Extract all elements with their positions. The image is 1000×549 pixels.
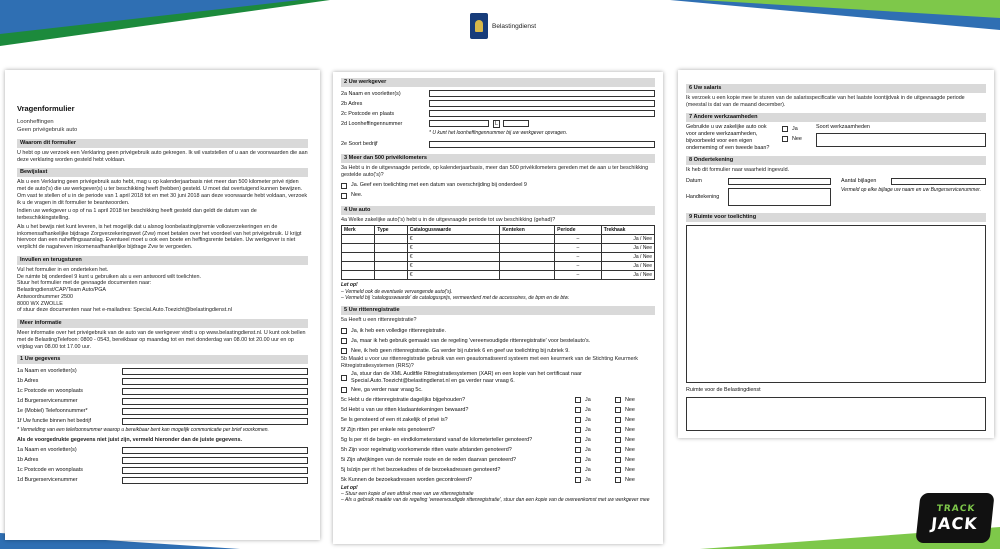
input-g1d[interactable] bbox=[122, 477, 308, 484]
row-1e bbox=[17, 406, 308, 416]
label-3a-nee: Nee. bbox=[351, 192, 363, 199]
input-2d[interactable] bbox=[429, 120, 489, 127]
checkbox-ja[interactable] bbox=[575, 397, 581, 403]
label-soort-werkzaamheden: Soort werkzaamheden bbox=[816, 124, 870, 131]
label-datum: Datum bbox=[686, 177, 702, 184]
input-1a[interactable] bbox=[122, 368, 308, 375]
label-2e: 2e Soort bedrijf bbox=[341, 140, 378, 147]
input-g1b[interactable] bbox=[122, 457, 308, 464]
row-2d bbox=[341, 119, 655, 129]
logo-text-jack: JACK bbox=[930, 513, 979, 533]
label-2c: 2c Postcode en plaats bbox=[341, 110, 395, 117]
auto-table-cell[interactable]: Ja / Nee bbox=[601, 244, 654, 253]
logo-text: Belastingdienst bbox=[492, 22, 537, 30]
input-soort-werkzaamheden[interactable] bbox=[816, 133, 986, 147]
bijlagen-block bbox=[841, 176, 986, 208]
label-ja: Ja bbox=[585, 466, 591, 473]
checkbox-nee[interactable] bbox=[615, 447, 621, 453]
label-1e: 1e (Mobiel) Telefoonnummer* bbox=[17, 407, 88, 414]
note-bijlagen: Vermeld op elke bijlage uw naam en uw Burgerservicenummer. bbox=[841, 187, 981, 194]
label-5a-2: Ja, maar ik heb gebruik gemaakt van de regeling 'vereenvoudigde rittenregistratie' voor bestelauto's. bbox=[351, 337, 591, 344]
option-5a-1 bbox=[341, 326, 655, 336]
crest-icon bbox=[470, 13, 488, 39]
row-1a bbox=[17, 366, 308, 376]
label-5a-1: Ja, ik heb een volledige rittenregistratie. bbox=[351, 327, 446, 334]
auto-table-cell[interactable]: – bbox=[555, 235, 602, 244]
auto-table-cell[interactable]: Ja / Nee bbox=[601, 262, 654, 271]
checkbox-nee[interactable] bbox=[615, 477, 621, 483]
label-nee: Nee bbox=[625, 466, 635, 473]
auto-table-row bbox=[342, 244, 655, 253]
input-2d-suffix[interactable] bbox=[503, 120, 529, 127]
option-5a-2 bbox=[341, 336, 655, 346]
input-2e[interactable] bbox=[429, 141, 655, 148]
let-op2-1: – Stuur een kopie of een afdruk mee van uw rittenregistratie bbox=[341, 491, 474, 498]
text-bewijslast-1: Als u een Verklaring geen privégebruik auto hebt, mag u op kalenderjaarbasis niet meer dan 500 kilometer privé rijden met de auto('s) die uw werkgever(s) u ter beschikking heeft (hebben) gesteld. U moet dat overtuigend kunnen bewijzen. Om vast te stellen of u in de periode van 1 april 2018 tot en met 30 juni 2018 aan deze voorwaarde hebt voldaan, verzoek ik u de vragen in dit formulier te beantwoorden. bbox=[17, 179, 308, 206]
let-op-1: – Vermeld ook de eventuele vervangende auto('s). bbox=[341, 288, 453, 295]
input-g1a[interactable] bbox=[122, 447, 308, 454]
text-invullen-1: Vul het formulier in en onderteken het. bbox=[17, 266, 109, 273]
option-3a-nee bbox=[341, 191, 655, 201]
text-invullen-4: Belastingdienst/CAP/Team Auto/PGA bbox=[17, 287, 106, 294]
auto-table-cell[interactable] bbox=[342, 271, 375, 280]
text-meer-informatie: Meer informatie over het privégebruik van de auto van de werkgever vindt u op www.belastingdienst.nl. U kunt ook bellen met de BelastingTelefoon: 0800 - 0543, bereikbaar op maandag tot en met donderdag van 08.00 tot 20.00 uur en op vrijdag van 08.00 tot 17.00 uur. bbox=[17, 330, 306, 350]
yes-no-row bbox=[341, 425, 655, 435]
row-2c bbox=[341, 109, 655, 119]
yes-no-row bbox=[341, 395, 655, 405]
checkbox-nee[interactable] bbox=[615, 457, 621, 463]
text-invullen-2: De ruimte bij onderdeel 9 kunt u gebruiken als u een antwoord wilt toelichten. bbox=[17, 273, 201, 280]
auto-table-cell[interactable]: Ja / Nee bbox=[601, 235, 654, 244]
let-op2-title: Let op! bbox=[341, 484, 358, 491]
input-1b[interactable] bbox=[122, 378, 308, 385]
checkbox-ja[interactable] bbox=[575, 467, 581, 473]
auto-table-cell[interactable]: Ja / Nee bbox=[601, 271, 654, 280]
note-telefoon: * Vermelding van een telefoonnummer waarop u bereikbaar bent kan mogelijk communicatie per brief voorkomen. bbox=[17, 427, 269, 434]
section-waarom: Waarom dit formulier bbox=[17, 139, 308, 148]
yes-no-question: 5e Is genoteerd of een rit zakelijk of privé is? bbox=[341, 416, 448, 423]
section-bewijslast: Bewijslast bbox=[17, 168, 308, 177]
section-ruimte-toelichting: 9 Ruimte voor toelichting bbox=[686, 213, 986, 222]
label-nee: Nee bbox=[625, 436, 635, 443]
row-8 bbox=[686, 176, 986, 208]
option-3a-ja bbox=[341, 181, 655, 191]
auto-table-cell[interactable] bbox=[500, 253, 555, 262]
input-1c[interactable] bbox=[122, 388, 308, 395]
input-2c[interactable] bbox=[429, 110, 655, 117]
label-bijlagen: Aantal bijlagen bbox=[841, 177, 877, 184]
checkbox-ja[interactable] bbox=[575, 417, 581, 423]
input-1d[interactable] bbox=[122, 398, 308, 405]
auto-table-cell[interactable]: – bbox=[555, 271, 602, 280]
checkbox-nee[interactable] bbox=[615, 407, 621, 413]
checkbox-nee[interactable] bbox=[615, 437, 621, 443]
label-5a-3: Nee, ik heb geen rittenregistratie. Ga verder bij rubriek 6 en geef uw toelichting bij rubriek 9. bbox=[351, 347, 570, 354]
checkbox-ja[interactable] bbox=[575, 427, 581, 433]
form-title: Vragenformulier bbox=[17, 104, 75, 113]
text-salaris: Ik verzoek u een kopie mee te sturen van de salarisspecificatie van het laatste loontijdvak in de uitgevraagde periode (meestal is dat van de maand december). bbox=[686, 94, 965, 108]
input-g1c[interactable] bbox=[122, 467, 308, 474]
label-nee: Nee bbox=[625, 416, 635, 423]
auto-table-cell[interactable]: € bbox=[407, 253, 500, 262]
auto-table-cell[interactable] bbox=[342, 262, 375, 271]
logo-text-track: TRACK bbox=[936, 503, 976, 514]
auto-table-cell[interactable]: – bbox=[555, 262, 602, 271]
auto-table-cell[interactable] bbox=[500, 262, 555, 271]
section-werkgever: 2 Uw werkgever bbox=[341, 78, 655, 87]
decor-stripe-blue bbox=[0, 0, 300, 34]
input-2a[interactable] bbox=[429, 90, 655, 97]
option-5b-1 bbox=[341, 371, 655, 385]
auto-table-header: Periode bbox=[555, 226, 602, 235]
row-2b bbox=[341, 99, 655, 109]
input-datum[interactable] bbox=[728, 178, 831, 185]
auto-table-row bbox=[342, 235, 655, 244]
label-ja: Ja bbox=[585, 456, 591, 463]
label-1c: 1c Postcode en woonplaats bbox=[17, 387, 83, 394]
row-2e bbox=[341, 139, 655, 149]
auto-table-cell[interactable] bbox=[342, 244, 375, 253]
yes-no-row bbox=[341, 445, 655, 455]
label-nee: Nee bbox=[625, 396, 635, 403]
section-ondertekening: 8 Ondertekening bbox=[686, 156, 986, 165]
checkbox-nee[interactable] bbox=[615, 427, 621, 433]
label-nee: Nee bbox=[625, 446, 635, 453]
auto-table-cell[interactable]: € bbox=[407, 262, 500, 271]
text-bewijslast-3: Als u het bewijs niet kunt leveren, is het mogelijk dat u alsnog loonbelasting/premie volksverzekeringen en de inkomensafhankelijke bijdrage Zorgverzekeringswet (Zvw) moet betalen over het voordeel van het privégebruik. U krijgt hiervoor dan een naheffingsaanslag. Eventueel moet u ook een boete en heffingsrente betalen. Uw werkgever is niet verplicht de nagaheven inkomensafhankelijke bijdrage Zvw te vergoeden. bbox=[17, 223, 302, 251]
checkbox-ja[interactable] bbox=[575, 477, 581, 483]
label-nee: Nee bbox=[625, 406, 635, 413]
yes-no-options bbox=[575, 447, 655, 454]
checkbox-7-ja[interactable] bbox=[782, 126, 788, 132]
options-7 bbox=[782, 124, 812, 151]
auto-table-cell[interactable] bbox=[500, 235, 555, 244]
yes-no-question: 5h Zijn voor regelmatig voorkomende ritten vaste afstanden genoteerd? bbox=[341, 446, 512, 453]
belastingdienst-logo bbox=[470, 6, 550, 46]
yes-no-question: 5j Is/zijn per rit het bezoekadres of de bezoekadressen genoteerd? bbox=[341, 466, 501, 473]
yes-no-row bbox=[341, 465, 655, 475]
trackjack-logo bbox=[915, 493, 994, 543]
sign-block bbox=[686, 176, 831, 208]
auto-table-cell[interactable]: Ja / Nee bbox=[601, 253, 654, 262]
yes-no-question: 5i Zijn afwijkingen van de normale route en de reden daarvan genoteerd? bbox=[341, 456, 517, 463]
label-g1a: 1a Naam en voorletter(s) bbox=[17, 446, 77, 453]
label-ja: Ja bbox=[585, 426, 591, 433]
checkbox-5b-2[interactable] bbox=[341, 387, 347, 393]
yes-no-row bbox=[341, 475, 655, 485]
yes-no-question: 5f Zijn ritten per enkele reis genoteerd? bbox=[341, 426, 435, 433]
decor-stripe-lime-right bbox=[700, 0, 1000, 18]
yes-no-options bbox=[575, 397, 655, 404]
auto-table-row bbox=[342, 271, 655, 280]
yes-no-row bbox=[341, 405, 655, 415]
label-ruimte-belastingdienst: Ruimte voor de Belastingdienst bbox=[686, 387, 761, 394]
row-g1a bbox=[17, 445, 308, 455]
label-1a: 1a Naam en voorletter(s) bbox=[17, 367, 77, 374]
auto-table-row bbox=[342, 262, 655, 271]
row-7 bbox=[686, 124, 986, 151]
section-uw-gegevens: 1 Uw gegevens bbox=[17, 355, 308, 364]
checkbox-ja[interactable] bbox=[575, 407, 581, 413]
auto-table-cell[interactable]: € bbox=[407, 235, 500, 244]
text-correctie: Als de voorgedrukte gegevens niet juist zijn, vermeld hieronder dan de juiste gegevens. bbox=[17, 436, 242, 443]
label-2a: 2a Naam en voorletter(s) bbox=[341, 90, 401, 97]
checkbox-ja[interactable] bbox=[575, 437, 581, 443]
yes-no-question: 5d Hebt u van uw ritten kladaantekeningen bewaard? bbox=[341, 406, 469, 413]
text-invullen-5: Antwoordnummer 2500 bbox=[17, 293, 74, 300]
note-loonheffingennummer: * U kunt het loonheffingennummer bij uw werkgever opvragen. bbox=[429, 129, 568, 136]
form-page-2 bbox=[333, 72, 663, 544]
form-page-3 bbox=[678, 70, 994, 438]
row-g1b bbox=[17, 455, 308, 465]
auto-table-cell[interactable] bbox=[342, 235, 375, 244]
checkbox-5a-2[interactable] bbox=[341, 338, 347, 344]
label-1b: 1b Adres bbox=[17, 377, 39, 384]
auto-table-header: Type bbox=[375, 226, 408, 235]
auto-table-cell[interactable] bbox=[375, 235, 408, 244]
checkbox-ja[interactable] bbox=[575, 457, 581, 463]
label-2d: 2d Loonheffingennummer bbox=[341, 120, 403, 127]
label-nee: Nee bbox=[625, 456, 635, 463]
section-meer-informatie: Meer informatie bbox=[17, 319, 308, 328]
row-2a bbox=[341, 89, 655, 99]
yes-no-row bbox=[341, 415, 655, 425]
auto-table-cell[interactable] bbox=[375, 244, 408, 253]
label-5b-1: Ja, stuur dan de XML Auditfile Ritregistratiesystemen (XAR) en een kopie van het certificaat naar Special.Auto.Toezicht@belastingdienst.nl en ga verder naar vraag 6. bbox=[351, 371, 582, 385]
option-5b-2 bbox=[341, 385, 655, 395]
auto-table-cell[interactable] bbox=[500, 271, 555, 280]
soort-werkzaamheden-block bbox=[816, 124, 986, 151]
label-7-nee: Nee bbox=[792, 136, 802, 143]
checkbox-5a-1[interactable] bbox=[341, 328, 347, 334]
auto-table-cell[interactable] bbox=[500, 244, 555, 253]
checkbox-5b-1[interactable] bbox=[341, 375, 347, 381]
row-1d bbox=[17, 396, 308, 406]
checkbox-nee[interactable] bbox=[615, 397, 621, 403]
yes-no-row bbox=[341, 455, 655, 465]
box-ruimte-belastingdienst bbox=[686, 397, 986, 431]
auto-table-header: Cataloguswaarde bbox=[407, 226, 500, 235]
yes-no-options bbox=[575, 477, 655, 484]
text-waarom: U hebt op uw verzoek een Verklaring geen privégebruik auto gekregen. Ik wil vaststellen of u aan de voorwaarden die aan deze verklaring worden gesteld hebt voldaan. bbox=[17, 149, 308, 163]
label-5b-2: Nee, ga verder naar vraag 5c. bbox=[351, 386, 423, 393]
label-3a-ja: Ja. Geef een toelichting met een datum van overschrijding bij onderdeel 9 bbox=[351, 182, 527, 189]
let-op-title: Let op! bbox=[341, 282, 358, 289]
section-rittenregistratie: 5 Uw rittenregistratie bbox=[341, 306, 655, 315]
label-ja: Ja bbox=[585, 436, 591, 443]
form-subtitle-2: Geen privégebruik auto bbox=[17, 126, 78, 133]
label-g1b: 1b Adres bbox=[17, 456, 39, 463]
auto-table-header: Trekhaak bbox=[601, 226, 654, 235]
row-g1d bbox=[17, 475, 308, 485]
form-subtitle-1: Loonheffingen bbox=[17, 119, 54, 126]
question-3a: 3a Hebt u in de uitgevraagde periode, op kalenderjaarbasis, meer dan 500 privékilometers gereden met de aan u ter beschikking gestelde auto('s)? bbox=[341, 165, 649, 178]
auto-table-cell[interactable]: – bbox=[555, 244, 602, 253]
text-ondertekening: Ik heb dit formulier naar waarheid ingevuld. bbox=[686, 167, 790, 174]
yes-no-question: 5g Is per rit de begin- en eindkilometerstand vanaf de kilometerteller genoteerd? bbox=[341, 436, 533, 443]
question-4a: 4a Welke zakelijke auto('s) hebt u in de uitgevraagde periode tot uw beschikking (gehad)? bbox=[341, 216, 556, 223]
question-5b: 5b Maakt u voor uw rittenregistratie gebruik van een geautomatiseerd systeem met een keurmerk van de Stichting Keurmerk Ritregistratiesystemen (RRS)? bbox=[341, 355, 638, 369]
checkbox-7-nee[interactable] bbox=[782, 136, 788, 142]
let-op2-2: – Als u gebruik maakte van de regeling 'vereenvoudigde rittenregistratie', stuur dan een kopie van de overeenkomst met uw werkgever mee bbox=[341, 497, 650, 504]
checkbox-5a-3[interactable] bbox=[341, 348, 347, 354]
section-andere-werkzaamheden: 7 Andere werkzaamheden bbox=[686, 113, 986, 122]
row-1c bbox=[17, 386, 308, 396]
label-2d-l: L bbox=[495, 120, 498, 127]
checkbox-ja[interactable] bbox=[575, 447, 581, 453]
input-1e[interactable] bbox=[122, 408, 308, 415]
let-op-2: – Vermeld bij 'cataloguswaarde' de catalogusprijs, vermeerderd met de accessoires, de bpm en de btw. bbox=[341, 294, 570, 301]
checkbox-nee[interactable] bbox=[615, 467, 621, 473]
input-handtekening[interactable] bbox=[728, 188, 831, 206]
auto-table-row bbox=[342, 253, 655, 262]
section-meer-dan-500: 3 Meer dan 500 privékilometers bbox=[341, 154, 655, 163]
yes-no-options bbox=[575, 467, 655, 474]
label-ja: Ja bbox=[585, 476, 591, 483]
auto-table-header: Kenteken bbox=[500, 226, 555, 235]
label-1d: 1d Burgerservicenummer bbox=[17, 397, 78, 404]
yes-no-questions bbox=[341, 395, 655, 485]
form-page-1 bbox=[5, 70, 320, 540]
yes-no-options bbox=[575, 417, 655, 424]
yes-no-options bbox=[575, 437, 655, 444]
auto-table-cell[interactable] bbox=[342, 253, 375, 262]
label-7-ja: Ja bbox=[792, 126, 798, 133]
input-2b[interactable] bbox=[429, 100, 655, 107]
section-invullen: Invullen en terugsturen bbox=[17, 256, 308, 265]
option-5a-3 bbox=[341, 346, 655, 356]
auto-table bbox=[341, 225, 655, 280]
label-2b: 2b Adres bbox=[341, 100, 363, 107]
row-1f bbox=[17, 416, 308, 426]
text-invullen-3: Stuur het formulier met de gevraagde documenten naar: bbox=[17, 280, 152, 287]
auto-table-header: Merk bbox=[342, 226, 375, 235]
auto-table-cell[interactable]: € bbox=[407, 244, 500, 253]
yes-no-question: 5k Kunnen de bezoekadressen worden gecontroleerd? bbox=[341, 476, 472, 483]
text-invullen-7: of stuur deze documenten naar het e-mailadres: Special.Auto.Toezicht@belastingdienst.nl bbox=[17, 307, 232, 314]
label-ja: Ja bbox=[585, 396, 591, 403]
checkbox-3a-nee[interactable] bbox=[341, 193, 347, 199]
label-ja: Ja bbox=[585, 406, 591, 413]
input-bijlagen[interactable] bbox=[891, 178, 986, 185]
checkbox-3a-ja[interactable] bbox=[341, 183, 347, 189]
label-handtekening: Handtekening bbox=[686, 193, 720, 200]
section-uw-auto: 4 Uw auto bbox=[341, 206, 655, 215]
yes-no-row bbox=[341, 435, 655, 445]
text-invullen-6: 8000 WX ZWOLLE bbox=[17, 300, 63, 307]
auto-table-cell[interactable] bbox=[375, 253, 408, 262]
text-bewijslast-2: Indien uw werkgever u op of na 1 april 2018 ter beschikking heeft gesteld dan geldt de datum van de terbeschikkingstelling. bbox=[17, 208, 257, 222]
yes-no-options bbox=[575, 457, 655, 464]
auto-table-cell[interactable] bbox=[375, 262, 408, 271]
section-salaris: 6 Uw salaris bbox=[686, 84, 986, 93]
label-ja: Ja bbox=[585, 416, 591, 423]
row-1b bbox=[17, 376, 308, 386]
input-1f[interactable] bbox=[122, 418, 308, 425]
input-toelichting[interactable] bbox=[686, 225, 986, 383]
auto-table-cell[interactable] bbox=[375, 271, 408, 280]
auto-table-cell[interactable]: € bbox=[407, 271, 500, 280]
label-nee: Nee bbox=[625, 426, 635, 433]
label-1f: 1f Uw functie binnen het bedrijf bbox=[17, 417, 92, 424]
question-7: Gebruikte u uw zakelijke auto ook voor andere werkzaamheden, bijvoorbeeld voor een eigen onderneming of een tweede baan? bbox=[686, 124, 770, 151]
checkbox-nee[interactable] bbox=[615, 417, 621, 423]
row-g1c bbox=[17, 465, 308, 475]
label-nee: Nee bbox=[625, 476, 635, 483]
question-5a: 5a Heeft u een rittenregistratie? bbox=[341, 317, 417, 324]
yes-no-options bbox=[575, 427, 655, 434]
yes-no-options bbox=[575, 407, 655, 414]
auto-table-cell[interactable]: – bbox=[555, 253, 602, 262]
label-ja: Ja bbox=[585, 446, 591, 453]
label-g1c: 1c Postcode en woonplaats bbox=[17, 466, 83, 473]
label-g1d: 1d Burgerservicenummer bbox=[17, 476, 78, 483]
yes-no-question: 5c Hebt u de rittenregistratie dagelijks bijgehouden? bbox=[341, 396, 466, 403]
